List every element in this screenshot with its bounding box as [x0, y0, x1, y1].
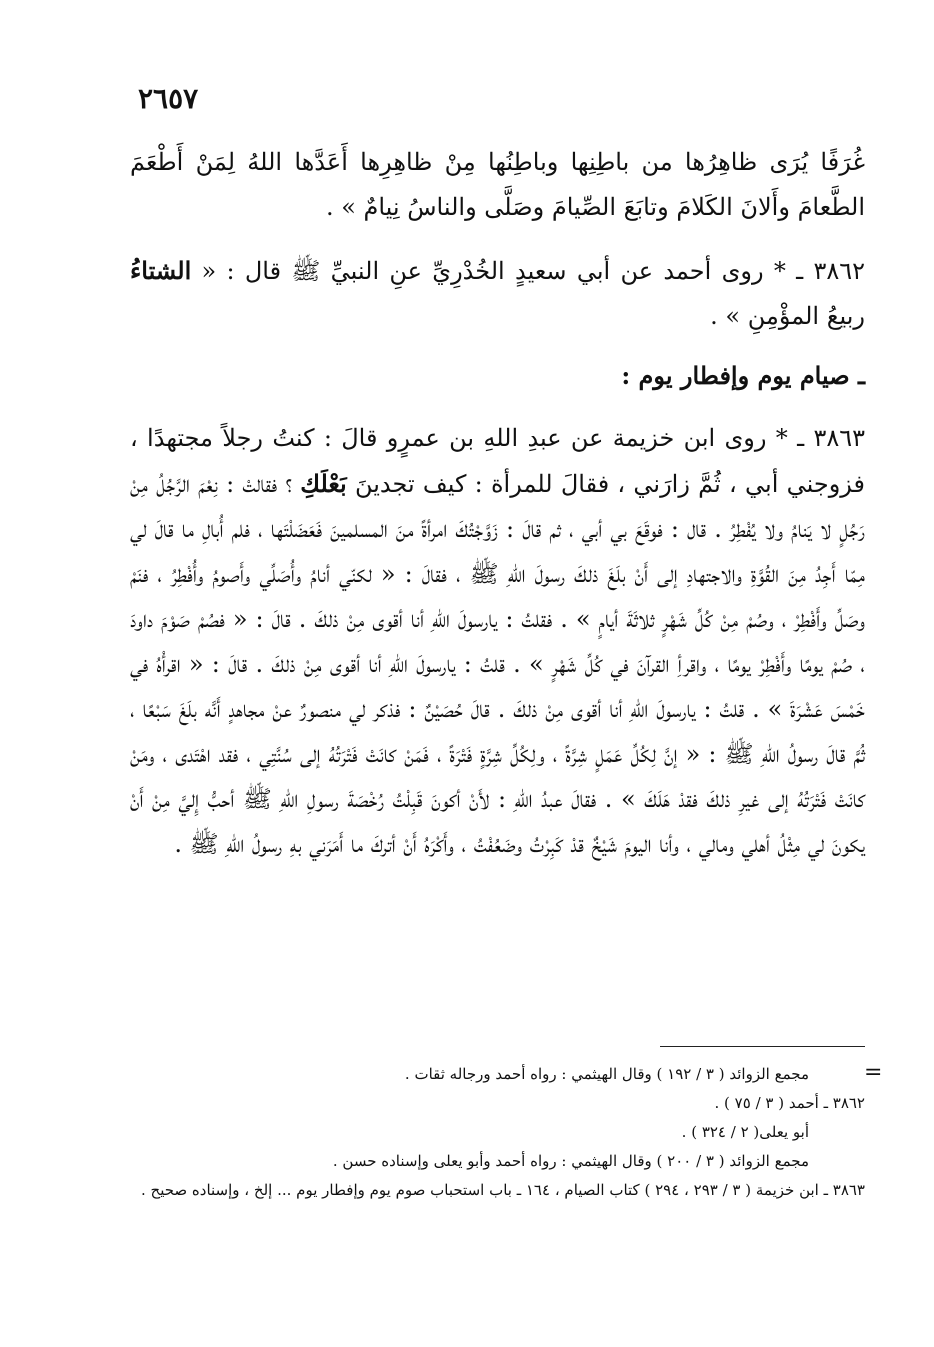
page-number: ٢٦٥٧ [138, 82, 199, 115]
footnote-line: ٣٨٦٢ ـ أحمد ( ٣ / ٧٥ ) . [714, 1094, 865, 1112]
hadith-3862-rest: ربيعُ المؤْمِنِ » . [710, 302, 865, 330]
footnote-line: أبو يعلى( ٢ / ٣٢٤ ) . [681, 1123, 809, 1141]
footnote-line: مجمع الزوائد ( ٣ / ١٩٢ ) وقال الهيثمي : رواه أحمد ورجاله ثقات . [404, 1065, 809, 1083]
hadith-3863-part-b: ؟ فقالتْ : نِعْمَ الرَّجُلُ مِنْ رَجُلٍ لا يَنامُ ولا يُفْطِرُ . قال : فوقَعَ بي أبي ، ثم قالَ : زَوَّجْتُكَ امرأةً منَ المسلمينَ فَعَضَلْتَها ، فلم أُبالِ ما قالَ لي مِمّا أَجِدُ مِنَ القُوَّةِ والاجتهادِ إلى أَنْ بلَغَ ذلكَ رسولَ اللهِ ﷺ ، فقالَ : « لكنّي أنامُ وأُصَلِّي وأَصومُ وأُفْطِرُ ، فنَمْ وصَلِّ وأَفْطِرْ ، وصُمْ مِنْ كُلِّ شَهْرٍ ثلاثَةَ أيامٍ » . فقلتُ : يارسولَ اللهِ أنا أقوى مِنْ ذلكَ . قالَ : « فصُمْ صَوْمَ داودَ ، صُمْ يومًا وأَفْطِرْ يومًا ، واقرأِ القرآنَ في كُلِّ شَهْرٍ » . قلتُ : يارسولَ اللهِ أنا أقوى مِنْ ذلكَ . قالَ : « اقرأْهُ في خَمْسَ عَشْرَةَ » . قلتُ : يارسولَ اللهِ أنا أقوى مِنْ ذلكَ . قالَ حُصَيْنٌ : فذكر لي منصورٌ عنْ مجاهدٍ أَنَّه بلَغَ سَبْعًا ، ثُمَّ قالَ رسولُ اللهِ ﷺ : « إنَّ لِكُلِّ عَمَلٍ شِرَّةً ، ولِكُلِّ شِرَّةٍ فَتْرَةً ، فَمَنْ كانَتْ فَتْرَتُهُ إلى سُنَّتِي ، فقد اهْتَدى ، ومَنْ كانَتْ فَتْرَتُهُ إلى غيرِ ذلكَ فقدْ هَلَكَ » . فقالَ عبدُ اللهِ : لأَنْ أكونَ قَبِلْتُ رُخْصَةَ رسولِ اللهِ ﷺ أحبُّ إِليَّ مِنْ أَنْ يكونَ لي مِثْلُ أهلي ومالي ، وأنا اليومَ شَيْخٌ قدْ كَبِرْتُ وضَعُفْتُ ، وأَكْرَهُ أَنْ أتركَ ما أَمَرَني بهِ رسولُ اللهِ ﷺ . [130, 470, 866, 858]
section-heading: ـ صيام يوم وإفطار يوم : [621, 361, 865, 390]
hadith-3863 [130, 416, 865, 867]
footnote-line: مجمع الزوائد ( ٣ / ٢٠٠ ) وقال الهيثمي : رواه أحمد وأبو يعلى وإسناده حسن . [332, 1152, 809, 1170]
paragraph-text: غُرَفًا يُرَى ظاهِرُها من باطِنِها وباطِنُها مِنْ ظاهِرِها أَعَدَّها اللهُ لِمَنْ أَطْعَمَ الطَّعامَ وأَلانَ الكَلامَ وتابَعَ الصِّيامَ وصَلَّى والناسُ نِيامٌ » . [130, 148, 865, 221]
hadith-3863-part-a: ٣٨٦٣ ـ * روى ابن خزيمة عن عبدِ اللهِ بن عمرٍو قالَ : كنتُ رجلاً مجتهدًا ، فزوجني أبي ، ثُمَّ زارَني ، فقالَ للمرأة : كيف تجدينَ [130, 424, 866, 498]
footnote-divider [660, 1046, 865, 1047]
hadith-3862-intro: ٣٨٦٢ ـ * روى أحمد عن أبي سعيدٍ الخُدْرِيِّ عنِ النبيِّ ﷺ قال : « [201, 257, 866, 285]
footnotes [130, 1060, 865, 1205]
paragraph-continuation [130, 140, 865, 230]
hadith-3862-text [130, 248, 865, 339]
hadith-3862 [130, 248, 865, 339]
hadith-3862-keyword: الشتاءُ [130, 256, 192, 285]
footnote-line: ٣٨٦٣ ـ ابن خزيمة ( ٣ / ٢٩٣ ، ٢٩٤ ) كتاب الصيام ، ١٦٤ ـ باب استحباب صوم يوم وإفطار يوم ... إلخ ، وإسناده صحيح . [140, 1181, 865, 1199]
footnote-continuation-mark: = [864, 1060, 883, 1085]
hadith-3863-text [130, 416, 865, 867]
hadith-3863-keyword: بَعْلَكِ [300, 469, 347, 498]
